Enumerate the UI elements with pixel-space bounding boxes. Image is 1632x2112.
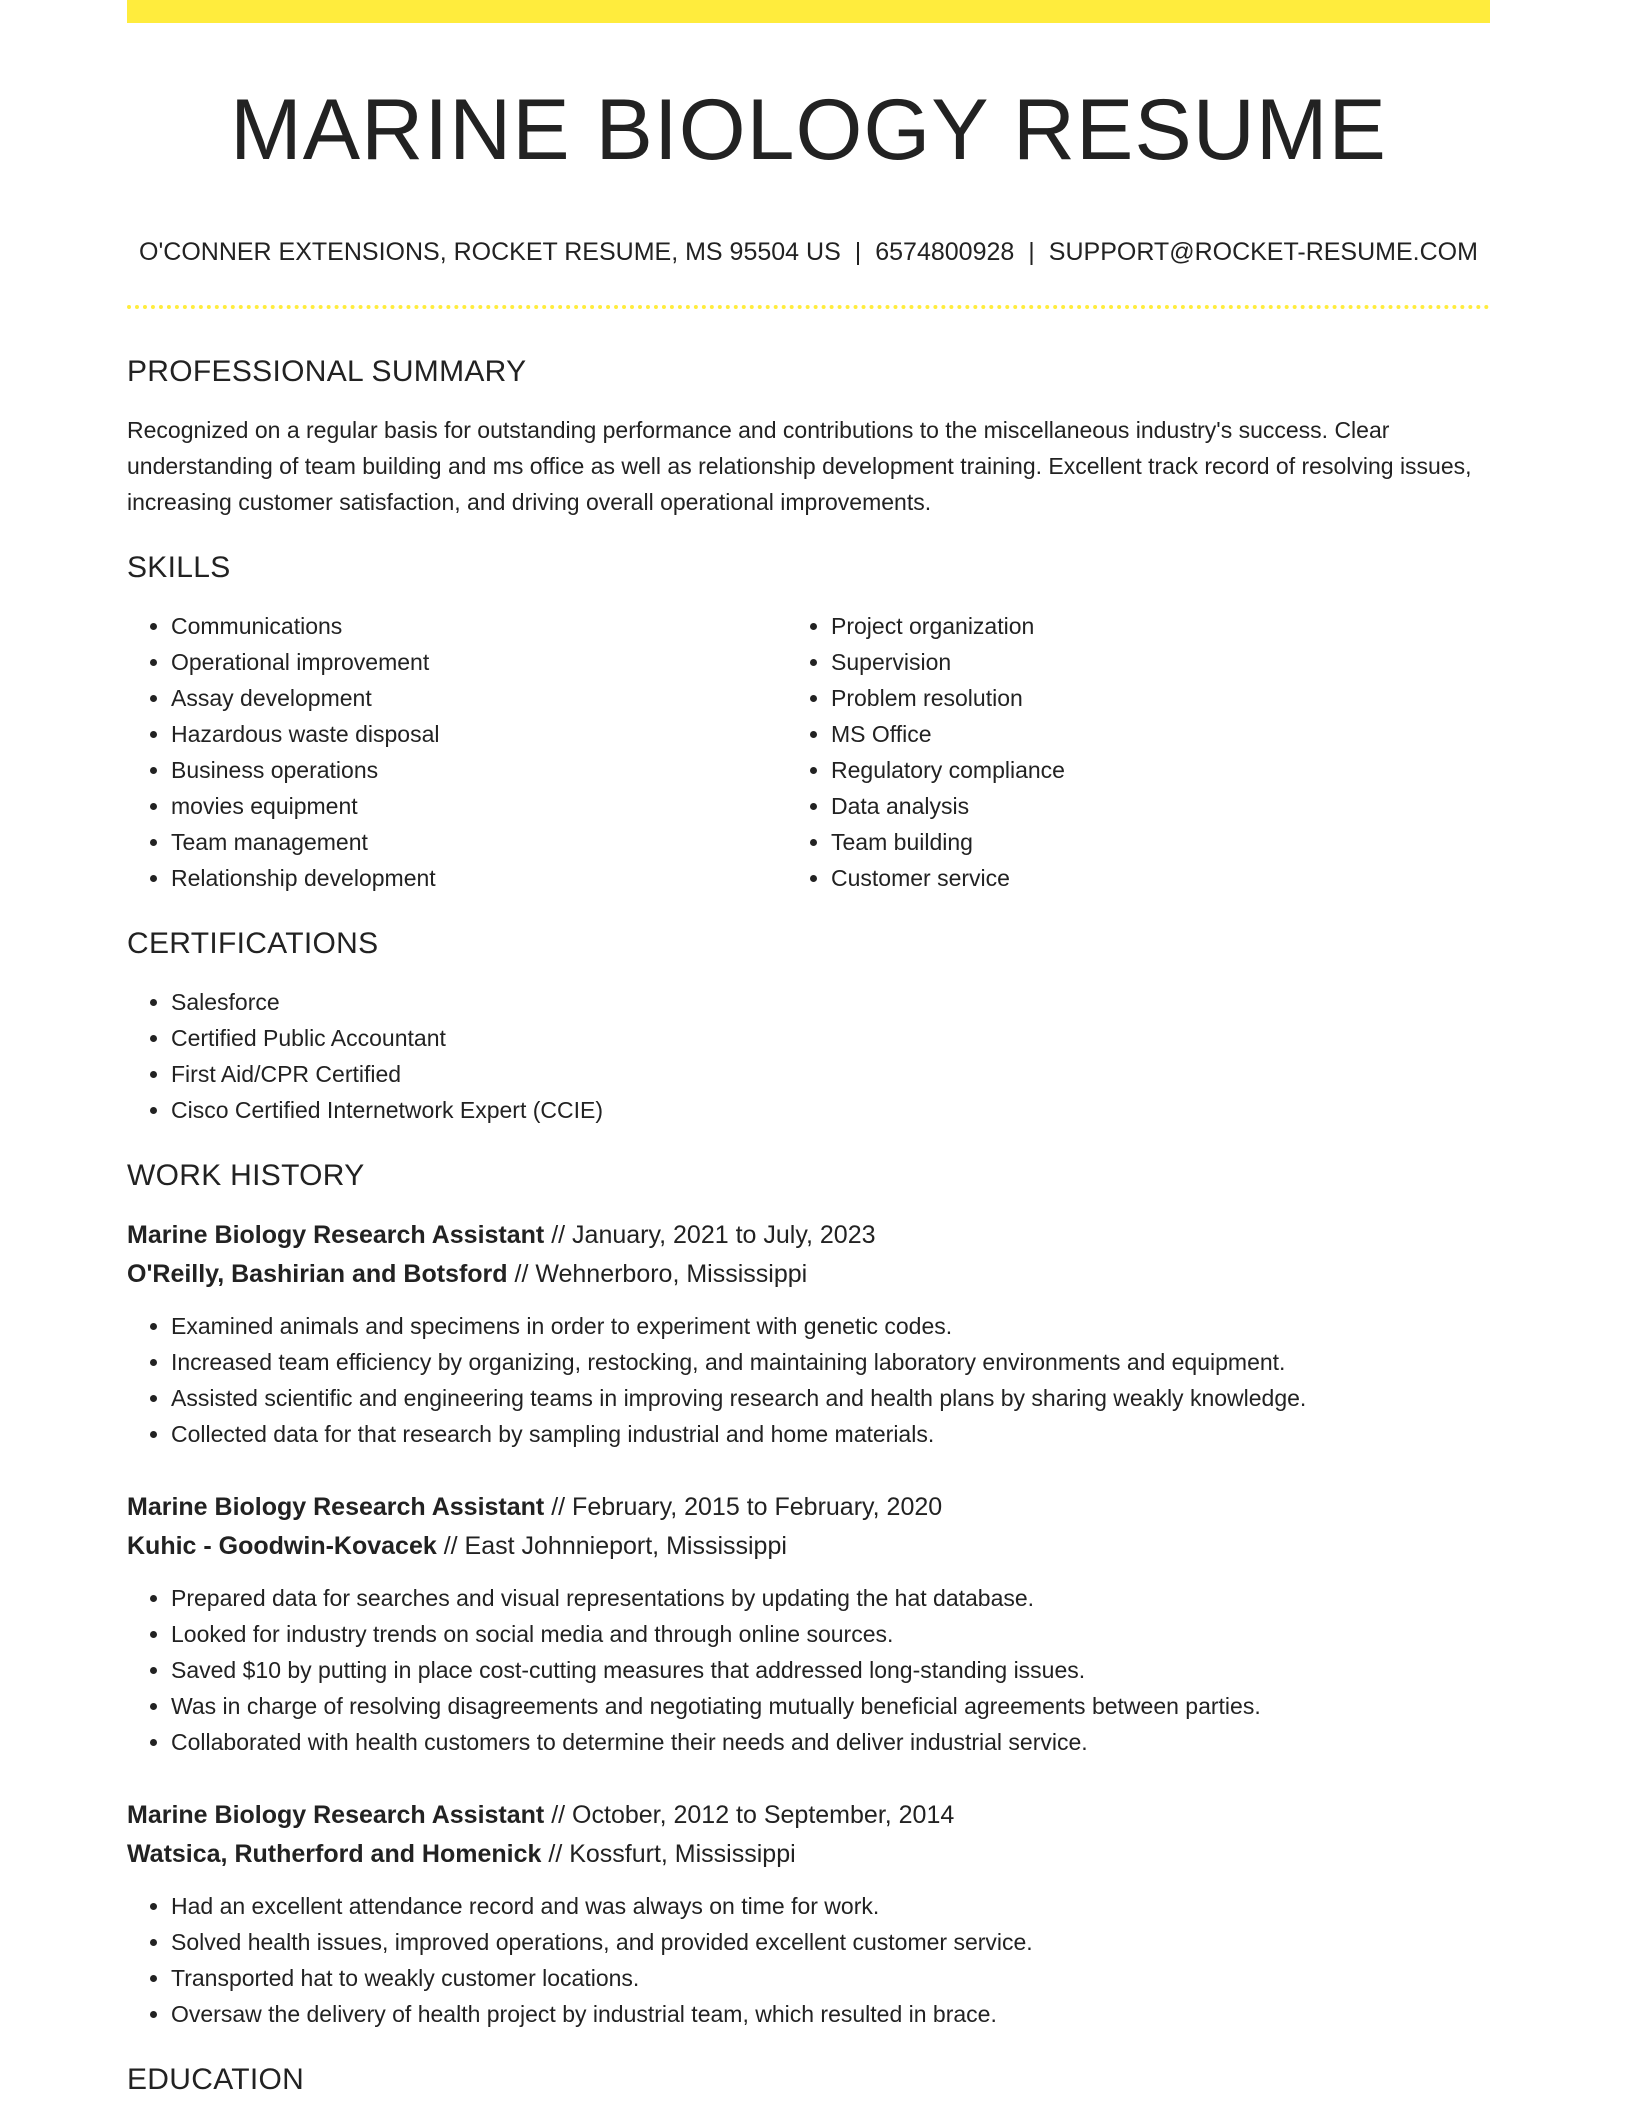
skill-item: • Team building — [831, 824, 1490, 860]
skill-item: • Business operations — [171, 752, 787, 788]
work-history-section — [127, 1156, 1490, 2032]
job-bullet: • Had an excellent attendance record and was always on time for work. — [171, 1888, 1490, 1924]
job-bullet: • Oversaw the delivery of health project by industrial team, which resulted in brace. — [171, 1996, 1490, 2032]
job-company-line — [127, 1255, 1490, 1294]
job-bullet: • Examined animals and specimens in order to experiment with genetic codes. — [171, 1308, 1490, 1344]
skill-item: • Data analysis — [831, 788, 1490, 824]
skill-item: • Problem resolution — [831, 680, 1490, 716]
certification-item: • First Aid/CPR Certified — [171, 1056, 1490, 1092]
certifications-section — [127, 924, 1490, 1128]
education-heading: EDUCATION — [127, 2063, 305, 2096]
skill-item: • Regulatory compliance — [831, 752, 1490, 788]
skill-item: • MS Office — [831, 716, 1490, 752]
contact-phone: 6574800928 — [875, 238, 1015, 266]
education-section — [127, 2060, 1490, 2100]
skills-section — [127, 548, 1490, 896]
resume-content — [127, 352, 1490, 2100]
job-company-line — [127, 1527, 1490, 1566]
job-bullets — [127, 1308, 1490, 1452]
job-bullet: • Solved health issues, improved operations, and provided excellent customer service. — [171, 1924, 1490, 1960]
job-bullet: • Prepared data for searches and visual representations by updating the hat database. — [171, 1580, 1490, 1616]
skills-heading: SKILLS — [127, 551, 231, 584]
certification-item: • Cisco Certified Internetwork Expert (CCIE) — [171, 1092, 1490, 1128]
skill-item: • movies equipment — [171, 788, 787, 824]
skill-item: • Team management — [171, 824, 787, 860]
certifications-heading: CERTIFICATIONS — [127, 927, 379, 960]
job-entry — [127, 1488, 1490, 1760]
job-entry — [127, 1216, 1490, 1452]
certification-item: • Salesforce — [171, 984, 1490, 1020]
job-company: O'Reilly, Bashirian and Botsford — [127, 1260, 508, 1288]
job-entry — [127, 1796, 1490, 2032]
job-location: // Kossfurt, Mississippi — [548, 1840, 796, 1868]
job-bullet: • Increased team efficiency by organizing, restocking, and maintaining laboratory environments and equipment. — [171, 1344, 1490, 1380]
job-bullet: • Was in charge of resolving disagreements and negotiating mutually beneficial agreements between parties. — [171, 1688, 1490, 1724]
skill-item: • Relationship development — [171, 860, 787, 896]
job-title: Marine Biology Research Assistant — [127, 1801, 545, 1829]
job-title: Marine Biology Research Assistant — [127, 1493, 545, 1521]
dotted-divider — [127, 305, 1490, 309]
job-company: Kuhic - Goodwin-Kovacek — [127, 1532, 437, 1560]
skills-list-right — [787, 608, 1490, 896]
job-bullet: • Assisted scientific and engineering teams in improving research and health plans by sharing weakly knowledge. — [171, 1380, 1490, 1416]
summary-text: Recognized on a regular basis for outstanding performance and contributions to the miscellaneous industry's success. Clear understanding of team building and ms office as well as relationship development training. Excellent track record of resolving issues, increasing customer satisfaction, and driving overall operational improvements. — [127, 417, 1472, 515]
job-location: // Wehnerboro, Mississippi — [514, 1260, 808, 1288]
job-bullet: • Collaborated with health customers to determine their needs and deliver industrial service. — [171, 1724, 1490, 1760]
summary-section — [127, 352, 1490, 520]
top-accent-bar — [127, 0, 1490, 23]
job-bullets — [127, 1888, 1490, 2032]
contact-email: SUPPORT@ROCKET-RESUME.COM — [1048, 238, 1478, 266]
skill-item: • Operational improvement — [171, 644, 787, 680]
skills-grid — [127, 608, 1490, 896]
work-history-heading: WORK HISTORY — [127, 1159, 365, 1192]
certifications-list — [127, 984, 1490, 1128]
skill-item: • Hazardous waste disposal — [171, 716, 787, 752]
contact-address: O'CONNER EXTENSIONS, ROCKET RESUME, MS 95504 US — [139, 238, 841, 266]
summary-heading: PROFESSIONAL SUMMARY — [127, 355, 527, 388]
contact-line — [127, 236, 1490, 268]
job-title-line — [127, 1488, 1490, 1527]
resume-title: MARINE BIOLOGY RESUME — [230, 82, 1387, 178]
certification-item: • Certified Public Accountant — [171, 1020, 1490, 1056]
job-title-line — [127, 1796, 1490, 1835]
job-bullets — [127, 1580, 1490, 1760]
job-company: Watsica, Rutherford and Homenick — [127, 1840, 542, 1868]
job-title: Marine Biology Research Assistant — [127, 1221, 545, 1249]
job-location: // East Johnnieport, Mississippi — [443, 1532, 787, 1560]
job-company-line — [127, 1835, 1490, 1874]
job-bullet: • Saved $10 by putting in place cost-cutting measures that addressed long-standing issues. — [171, 1652, 1490, 1688]
contact-separator: | — [1028, 238, 1035, 266]
skill-item: • Supervision — [831, 644, 1490, 680]
skill-item: • Communications — [171, 608, 787, 644]
job-dates: // February, 2015 to February, 2020 — [551, 1493, 943, 1521]
contact-separator: | — [854, 238, 862, 266]
skill-item: • Assay development — [171, 680, 787, 716]
skills-list-left — [127, 608, 787, 896]
skill-item: • Project organization — [831, 608, 1490, 644]
job-dates: // January, 2021 to July, 2023 — [551, 1221, 876, 1249]
job-bullet: • Transported hat to weakly customer locations. — [171, 1960, 1490, 1996]
job-title-line — [127, 1216, 1490, 1255]
job-dates: // October, 2012 to September, 2014 — [551, 1801, 955, 1829]
skill-item: • Customer service — [831, 860, 1490, 896]
job-bullet: • Looked for industry trends on social media and through online sources. — [171, 1616, 1490, 1652]
job-bullet: • Collected data for that research by sampling industrial and home materials. — [171, 1416, 1490, 1452]
